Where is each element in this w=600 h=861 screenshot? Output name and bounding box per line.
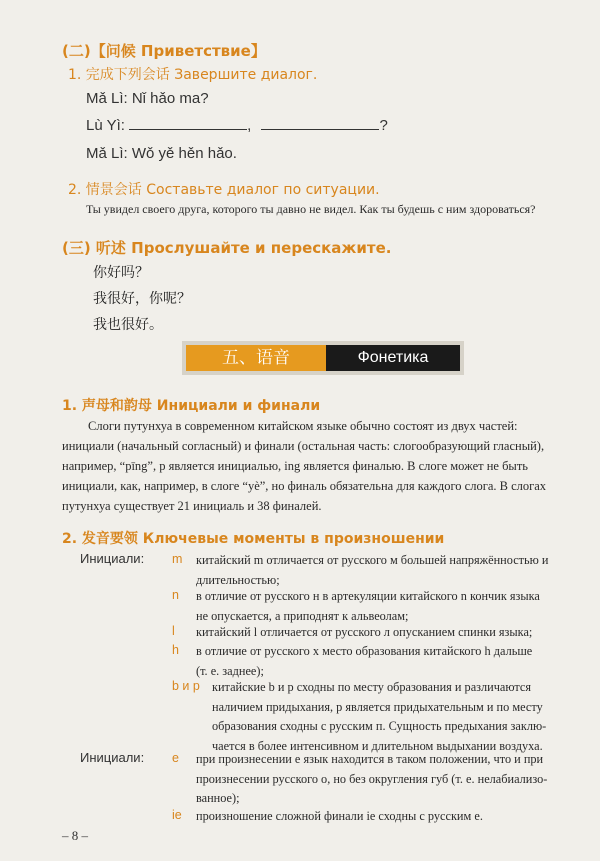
term-m: m [172,552,183,566]
desc-e [196,750,547,809]
section-listen-header: (三) 听述 Прослушайте и перескажите. [62,239,392,257]
term-ie: ie [172,808,182,822]
desc-b-p [212,678,546,756]
phonetics-banner-chinese: 五、语音 [186,345,326,371]
desc-line: чается в более интенсивном и длительном выдыхании воздуха. [212,738,543,753]
desc-h [196,642,532,681]
task-complete-dialog: 1. 完成下列会话 Завершите диалог. [68,67,318,83]
desc-line: не опускается, а приподнят к альвеолам; [196,608,409,623]
task-situation-dialog: 2. 情景会话 Составьте диалог по ситуации. [68,182,380,198]
dialog-question-mark: ? [379,117,388,134]
desc-ie [196,807,483,827]
desc-line: китайский m отличается от русского м большей напряжённостью и [196,553,549,567]
term-n: n [172,588,179,602]
paragraph-line: например, “pīng”, p является инициалью, ing является финалью. В слоге может не быть [62,459,528,473]
pronunciation-header: 2. 发音要领 Ключевые моменты в произношении [62,531,445,547]
term-l: l [172,624,175,638]
paragraph-line: инициали (начальный согласный) и финали (остальная часть: слогообразующий гласный), [62,439,545,453]
desc-line: ванное); [196,791,240,805]
dialog-line-2 [86,117,388,134]
desc-line: китайский l отличается от русского л опусканием спинки языка; [196,625,533,639]
desc-line: длительностью; [196,572,280,587]
initials-finals-header: 1. 声母和韵母 Инициали и финали [62,398,321,414]
term-h: h [172,643,179,657]
listen-line-3: 我也很好。 [93,317,163,333]
dialog-line-1: Mǎ Lì: Nǐ hǎo ma? [86,90,209,107]
listen-line-1: 你好吗？ [93,265,149,281]
desc-l [196,623,532,643]
desc-line: (т. е. заднее); [196,663,264,678]
section-greeting-header: (二)【问候 Приветствие】 [62,42,266,60]
paragraph-line: инициали, как, например, в слоге “yè”, но финаль обязательна для каждого слога. В слогах [62,479,547,493]
initials-finals-paragraph [62,416,590,516]
dialog-line-2-speaker: Lù Yì: [86,117,125,134]
answer-blank-2[interactable] [261,117,379,130]
answer-blank-1[interactable] [129,117,247,130]
desc-line: в отличие от русского х место образования китайского h дальше [196,644,533,658]
desc-n [196,587,540,626]
desc-line: китайские b и p сходны по месту образования и различаются [212,680,532,694]
phonetics-banner-russian: Фонетика [326,345,460,371]
desc-line: образования сходны с русским п. Сущность предыхания заклю- [212,719,547,733]
paragraph-line: путунхуа существует 21 инициаль и 38 финалей. [62,499,322,513]
desc-line: произнесении русского о, но без округления губ (т. е. нелабиализо- [196,771,548,786]
dialog-comma: , [247,117,252,134]
desc-m [196,551,549,590]
desc-line: наличием придыхания, p является придыхательным и по месту [212,699,543,714]
initials-label: Инициали: [80,551,145,566]
desc-line: произношение сложной финали ie сходны с русским е. [196,809,483,823]
term-e: e [172,751,179,765]
dialog-line-3: Mǎ Lì: Wǒ yě hěn hǎo. [86,145,237,162]
term-b-p: b и p [172,679,200,693]
desc-line: при произнесении e язык находится в таком положении, что и при [196,752,544,766]
finals-label: Инициали: [80,750,145,765]
paragraph-line: Слоги путунхуа в современном китайском языке обычно состоят из двух частей: [88,419,518,433]
situation-text: Ты увидел своего друга, которого ты давно не видел. Как ты будешь с ним здороваться? [86,202,536,216]
listen-line-2: 我很好，你呢？ [93,291,191,307]
desc-line: в отличие от русского н в артекуляции китайского n кончик языка [196,589,540,603]
page-number: – 8 – [62,828,88,843]
